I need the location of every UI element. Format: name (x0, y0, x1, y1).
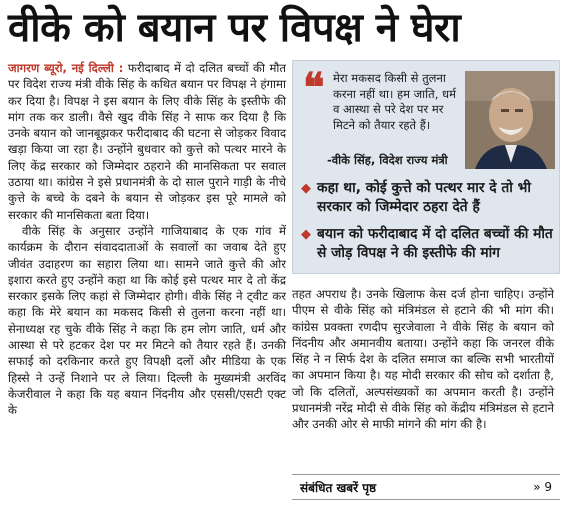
bullet-text: बयान को फरीदाबाद में दो दलित बच्चों की मौत से जोड़ विपक्ष ने की इस्तीफे की मांग (317, 226, 553, 261)
portrait-photo (465, 71, 555, 169)
paragraph-text: फरीदाबाद में दो दलित बच्चों की मौत पर विदेश राज्य मंत्री वीके सिंह के कथित बयान पर विपक्ष ने हंगामा कर दिया है। विपक्ष ने इस बयान के लिए वीके सिंह के इस्तीफे की मांग तक कर डाली। वैसे खुद वीके सिंह ने साफ कर दिया है कि उनके बयान को जानबूझकर फरीदाबाद की घटना से जोड़कर विवाद खड़ा किया जा रहा है। उन्होंने बुधवार को कुत्ते को पत्थर मारने के लिए केंद्र सरकार को जिम्मेदार ठहराने की मानसिकता पर सवाल उठाया था। कांग्रेस ने इसे प्रधानमंत्री के दो साल पुराने गाड़ी के नीचे कुत्ते के बच्चे के दबने के बयान से जोड़कर इस पूरे मामले को सरकार की मानसिकता बता दिया। (8, 61, 286, 222)
article-right-column (292, 286, 554, 466)
quote-box (292, 60, 560, 274)
article-paragraph: वीके सिंह के अनुसार उन्होंने गाजियाबाद के एक गांव में कार्यक्रम के दौरान संवाददाताओं के सवालों का जवाब देते हुए जीवंत उदाहरण का सहारा लिया था। सामने जाते कुत्ते की ओर इशारा करते हुए उन्होंने कहा था कि कोई इसे पत्थर मार दे तो केंद्र सरकार इसके लिए कहां से जिम्मेदार होगी। वीके सिंह ने ट्वीट कर कहा कि मेरे बयान का मकसद किसी से तुलना करना नहीं था। सेनाध्यक्ष रह चुके वीके सिंह ने कहा कि हम लोग जाति, धर्म और आस्था से परे हटकर देश पर मर मिटने को तैयार रहते हैं। उनकी सफाई को दरकिनार करते हुए विपक्षी दलों और मीडिया के एक हिस्से ने उन्हें निशाने पर ले लिया। दिल्ली के मुख्यमंत्री अरविंद केजरीवाल ने कहा कि यह बयान निंदनीय और एससी/एसटी एक्ट के (8, 223, 286, 418)
related-news-label: संबंधित खबरें पृष्ठ (300, 480, 377, 495)
highlight-bullet (301, 179, 555, 217)
article-left-column (8, 60, 286, 510)
quote-attribution: -वीके सिंह, विदेश राज्य मंत्री (327, 153, 448, 167)
quote-mark-icon: ❝ (303, 64, 325, 111)
dateline: जागरण ब्यूरो, नई दिल्ली : (8, 61, 124, 75)
highlight-bullet (301, 225, 555, 263)
bullet-text: कहा था, कोई कुत्ते को पत्थर मार दे तो भी सरकार को जिम्मेदार ठहरा देते हैं (317, 180, 531, 215)
headline: वीके को बयान पर विपक्ष ने घेरा (8, 4, 461, 51)
quote-text: मेरा मकसद किसी से तुलना करना नहीं था। हम जाति, धर्म व आस्था से परे देश पर मर मिटने को तैयार रहते हैं। (333, 71, 456, 132)
page-reference[interactable]: » 9 (533, 480, 552, 494)
related-news-bar[interactable] (292, 474, 560, 500)
portrait-illustration (465, 71, 555, 169)
article-paragraph (8, 60, 286, 223)
diamond-bullet-icon: ◆ (301, 181, 311, 196)
diamond-bullet-icon: ◆ (301, 227, 311, 242)
highlight-bullets (301, 179, 555, 271)
article-paragraph: तहत अपराध है। उनके खिलाफ केस दर्ज होना चाहिए। उन्होंने पीएम से वीके सिंह को मंत्रिमंडल से हटाने की भी मांग की। कांग्रेस प्रवक्ता रणदीप सुरजेवाला ने वीके सिंह के बयान को निंदनीय और अमानवीय बताया। उन्होंने कहा कि जनरल वीके सिंह ने न सिर्फ देश के दलित समाज का बल्कि सभी भारतीयों का अपमान किया है। यह मोदी सरकार की सोच को दर्शाता है, जो कि दलितों, अल्पसंख्यकों का अपमान करती है। उन्होंने प्रधानमंत्री नरेंद्र मोदी से वीके सिंह को केंद्रीय मंत्रिमंडल से हटाने और उनकी ओर से माफी मांगने की मांग की है। (292, 287, 554, 432)
